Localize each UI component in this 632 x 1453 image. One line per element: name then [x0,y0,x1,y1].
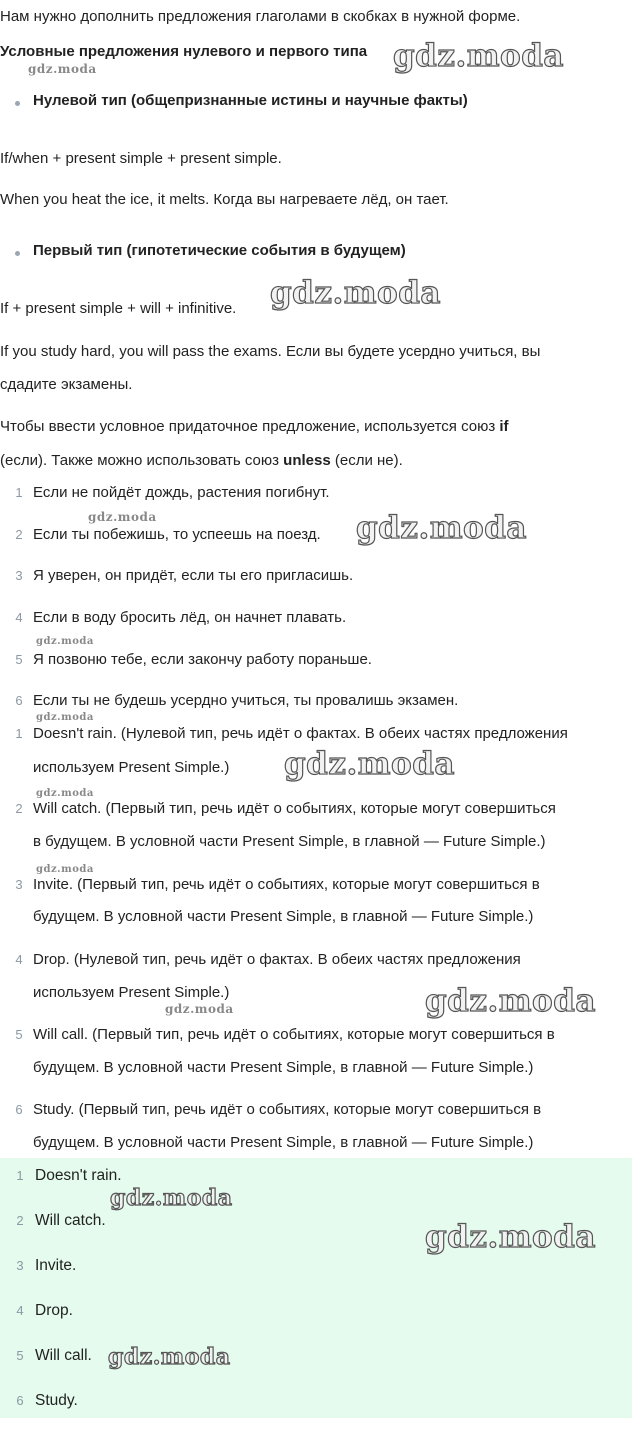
first-type-formula: If + present simple + will + infinitive. [0,300,237,317]
answer-text: Will call. [35,1347,92,1364]
watermark: gdz.moda [284,746,455,782]
answer-text: Drop. [35,1302,73,1319]
first-type-example-line2: сдадите экзамены. [0,376,133,393]
note-text: Чтобы ввести условное придаточное предложение, используется союз [0,418,500,435]
answer-text: Will catch. [35,1212,106,1229]
item-text-line2: будущем. В условной части Present Simple, в главной — Future Simple.) [33,1059,534,1076]
watermark: gdz.moda [108,1344,231,1370]
item-text-line2: используем Present Simple.) [33,759,230,776]
bullet-dot [15,101,20,106]
watermark: gdz.moda [270,275,441,311]
item-number: 3 [16,1258,24,1273]
item-number: 4 [15,610,23,625]
note-line1 [0,418,509,436]
item-number: 6 [15,1102,23,1117]
watermark: gdz.moda [36,712,94,723]
answer-text: Invite. [35,1257,77,1274]
intro-text: Нам нужно дополнить предложения глаголами в скобках в нужной форме. [0,8,521,25]
watermark: gdz.moda [88,510,157,524]
note-text: (если). Также можно использовать союз [0,452,284,469]
answer-text: Study. [35,1392,78,1409]
item-number: 6 [15,693,23,708]
zero-type-heading: Нулевой тип (общепризнанные истины и научные факты) [33,92,468,109]
item-text-line1: Study. (Первый тип, речь идёт о событиях, которые могут совершиться в [33,1101,542,1118]
note-keyword-if: if [499,418,509,435]
item-text-line1: Invite. (Первый тип, речь идёт о событиях, которые могут совершиться в [33,876,540,893]
answer-box [0,1158,632,1418]
item-number: 5 [15,652,23,667]
watermark: gdz.moda [393,38,564,74]
watermark: gdz.moda [165,1002,234,1016]
item-number: 4 [15,952,23,967]
item-text-line1: Will catch. (Первый тип, речь идёт о событиях, которые могут совершиться [33,800,556,817]
item-number: 4 [16,1303,24,1318]
item-number: 5 [15,1027,23,1042]
item-text: Если в воду бросить лёд, он начнет плавать. [33,609,347,626]
item-number: 3 [15,877,23,892]
item-text: Я уверен, он придёт, если ты его пригласишь. [33,567,354,584]
item-text-line2: будущем. В условной части Present Simple, в главной — Future Simple.) [33,908,534,925]
item-number: 1 [15,726,23,741]
watermark: gdz.moda [425,1219,596,1255]
item-text: Если ты не будешь усердно учиться, ты провалишь экзамен. [33,692,459,709]
item-text-line1: Drop. (Нулевой тип, речь идёт о фактах. В обеих частях предложения [33,951,521,968]
item-text: Если ты побежишь, то успеешь на поезд. [33,526,321,543]
item-number: 1 [16,1168,24,1183]
watermark: gdz.moda [356,510,527,546]
item-number: 5 [16,1348,24,1363]
note-line2 [0,452,403,470]
zero-type-example: When you heat the ice, it melts. Когда вы нагреваете лёд, он тает. [0,191,449,208]
item-text-line1: Doesn't rain. (Нулевой тип, речь идёт о фактах. В обеих частях предложения [33,725,568,742]
note-text: (если не). [330,452,403,469]
watermark: gdz.moda [110,1185,233,1211]
zero-type-formula: If/when + present simple + present simple. [0,150,282,167]
item-text: Я позвоню тебе, если закончу работу пораньше. [33,651,372,668]
item-number: 2 [15,801,23,816]
watermark: gdz.moda [36,636,94,647]
item-number: 3 [15,568,23,583]
section-title: Условные предложения нулевого и первого типа [0,43,368,60]
watermark: gdz.moda [36,788,94,799]
item-number: 1 [15,485,23,500]
item-number: 2 [16,1213,24,1228]
item-number: 2 [15,527,23,542]
bullet-dot [15,251,20,256]
watermark: gdz.moda [28,62,97,76]
item-text: Если не пойдёт дождь, растения погибнут. [33,484,330,501]
item-text-line2: будущем. В условной части Present Simple, в главной — Future Simple.) [33,1134,534,1151]
first-type-heading: Первый тип (гипотетические события в будущем) [33,242,406,259]
item-number: 6 [16,1393,24,1408]
answer-text: Doesn't rain. [35,1167,122,1184]
item-text-line2: используем Present Simple.) [33,984,230,1001]
first-type-example-line1: If you study hard, you will pass the exams. Если вы будете усердно учиться, вы [0,343,541,360]
watermark: gdz.moda [425,983,596,1019]
watermark: gdz.moda [36,864,94,875]
item-text-line2: в будущем. В условной части Present Simple, в главной — Future Simple.) [33,833,546,850]
item-text-line1: Will call. (Первый тип, речь идёт о событиях, которые могут совершиться в [33,1026,555,1043]
note-keyword-unless: unless [283,452,331,469]
